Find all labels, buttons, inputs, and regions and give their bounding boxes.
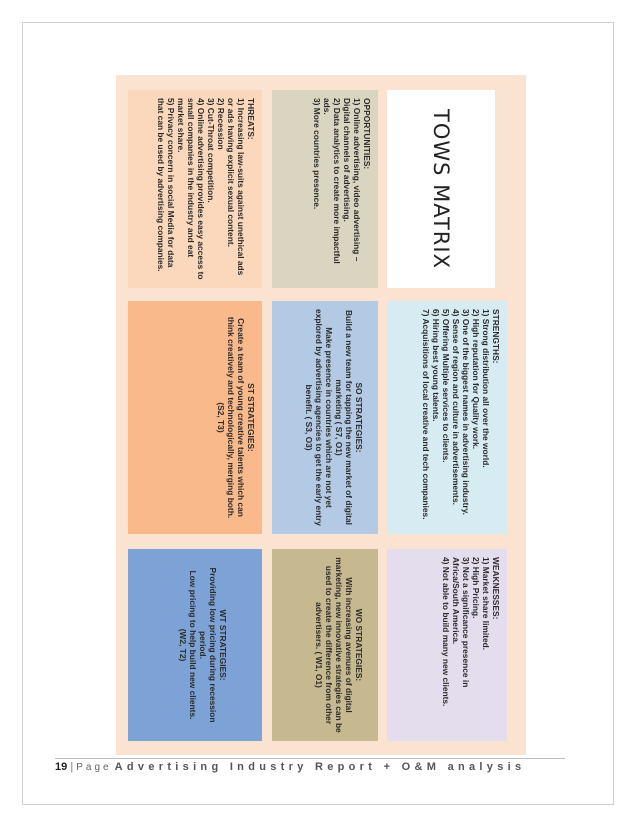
wo-strategies-heading: WO STRATEGIES: xyxy=(354,608,364,682)
wt-strategy-text: Providing low pricing during recession period. xyxy=(198,567,218,723)
list-item: 4) Sense of region and culture in advertisements. xyxy=(451,309,461,505)
st-strategy-text: Create a team of young creative talents which can think creatively and technologically, merging both. xyxy=(226,316,246,519)
list-item: 2) High reputation for Quality work. xyxy=(471,309,481,450)
list-item: 5) Privacy concern in social Media for data that can be used by advertising companies. xyxy=(156,98,176,272)
st-strategies-box xyxy=(128,301,262,534)
list-item: 3) Cut-Throat competition. xyxy=(206,98,216,203)
wt-strategy-text: (W2, T2) xyxy=(178,628,188,662)
page-number: 19 xyxy=(55,761,68,773)
wt-strategy-text: Low pricing to help build new clients. xyxy=(188,570,198,720)
threats-heading: THREATS: xyxy=(246,98,256,140)
weaknesses-box xyxy=(387,549,507,741)
weaknesses-heading: WEAKNESSES: xyxy=(491,557,501,620)
page-footer xyxy=(55,758,565,773)
st-strategies-heading: ST STRATEGIES: xyxy=(246,383,256,452)
page-title: TOWS MATRIX xyxy=(429,109,453,269)
list-item: 3) Not a significance presence in Africa/South America. xyxy=(451,557,471,688)
list-item: 3) One of the biggest names in advertising industry. xyxy=(461,309,471,515)
wt-strategies-heading: WT STRATEGIES: xyxy=(218,609,228,681)
page-word: Page xyxy=(76,762,112,773)
wo-strategies-box xyxy=(272,549,378,741)
strengths-box xyxy=(387,301,507,534)
list-item: 2) Data analytics to create more impactful ads. xyxy=(322,98,342,264)
st-strategy-text: (S2, T3) xyxy=(216,402,226,433)
list-item: 5) Offering Multiple services to clients. xyxy=(441,309,451,463)
so-strategy-text: Make presence in countries which are not yet explored by advertising agencies to get the early entry benefit. ( S3, O3) xyxy=(304,309,334,526)
wt-strategies-box xyxy=(128,549,262,741)
list-item: 4) Not able to build many new clients. xyxy=(441,557,451,707)
so-strategy-text: Build a new team for tapping the new market of digital marketing ( S7, O1) xyxy=(334,310,354,525)
opportunities-heading: OPPORTUNITIES: xyxy=(362,98,372,170)
list-item: 2) Recession xyxy=(216,98,226,150)
threats-box xyxy=(128,90,262,288)
so-strategies-box xyxy=(272,301,378,534)
list-item: 6) Hiring best young talents. xyxy=(431,309,441,422)
strengths-heading: STRENGTHS: xyxy=(491,309,501,364)
footer-separator: | xyxy=(70,761,74,773)
so-strategies-heading: SO STRATEGIES: xyxy=(354,382,364,453)
list-item: 4) Online advertising provides easy access to small companies in the industry and eat market share. xyxy=(176,98,206,280)
wo-strategy-text: With increasing avenues of digital marketing, new innovative strategies can be used to create the difference from other advertisers. ( W1, O1) xyxy=(314,557,354,733)
list-item: 1) Market share limited. xyxy=(481,557,491,651)
title-box xyxy=(387,90,495,288)
list-item: 1) Online advertising, video advertising – Digital channels of advertising. xyxy=(342,98,362,262)
opportunities-box xyxy=(272,90,378,288)
list-item: 7) Acquisitions of local creative and tech companies. xyxy=(421,309,431,520)
list-item: 3) More countries presence. xyxy=(312,98,322,210)
list-item: 2) High Pricing. xyxy=(471,557,481,619)
list-item: 1) Strong distribution all over the world. xyxy=(481,309,491,468)
list-item: 1) Increasing law-suits against unethical ads or ads having explicit sexual content. xyxy=(226,98,246,276)
document-title: Advertising Industry Report + O&M analysis xyxy=(114,761,526,773)
